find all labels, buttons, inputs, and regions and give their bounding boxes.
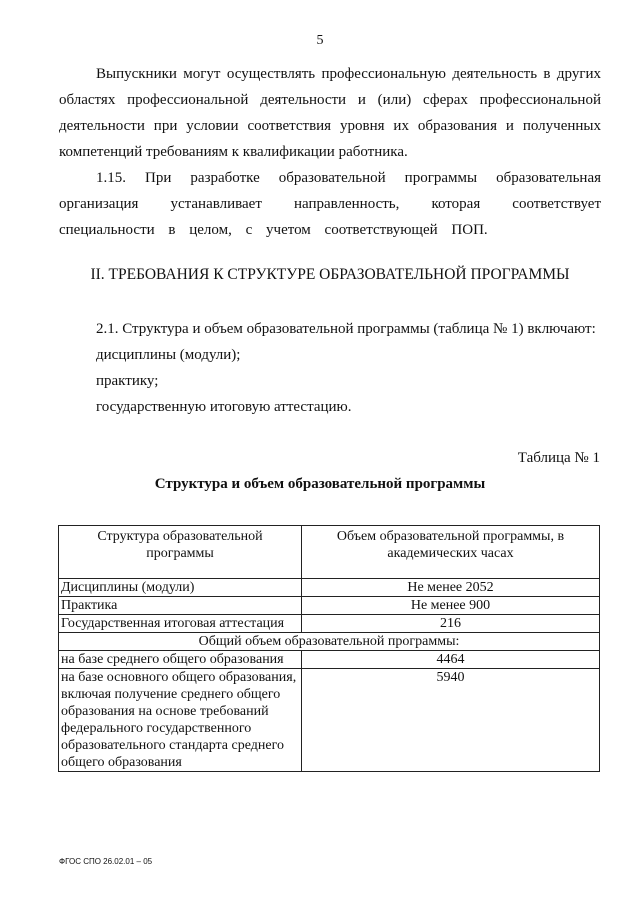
- row-value: 4464: [302, 651, 600, 669]
- table-header-row: [59, 526, 600, 579]
- paragraph-graduates: Выпускники могут осуществлять профессиональную деятельность в других областях профессиональной деятельности и (или) сферах профессиональной деятельности при условии соответствия уровня их образования и полученных компетенций требованиям к квалификации работника.: [59, 66, 601, 160]
- footer-code: ФГОС СПО 26.02.01 – 05: [59, 857, 153, 866]
- list-item: практику;: [96, 373, 159, 389]
- section-heading: II. ТРЕБОВАНИЯ К СТРУКТУРЕ ОБРАЗОВАТЕЛЬНОЙ ПРОГРАММЫ: [90, 266, 570, 283]
- header-structure: Структура образовательной программы: [59, 526, 302, 579]
- row-value: Не менее 900: [302, 597, 600, 615]
- page-number: 5: [316, 33, 324, 48]
- list-item: государственную итоговую аттестацию.: [96, 399, 352, 415]
- row-label: Дисциплины (модули): [59, 579, 302, 597]
- header-volume: Объем образовательной программы, в академических часах: [302, 526, 600, 579]
- row-label: Практика: [59, 597, 302, 615]
- table-row: [59, 597, 600, 615]
- row-value: Не менее 2052: [302, 579, 600, 597]
- table-row: [59, 579, 600, 597]
- table-row: [59, 615, 600, 633]
- paragraph-1-15: 1.15. При разработке образовательной программы образовательная организация устанавливает направленность, которая соответствует специальности в целом, с учетом соответствующей ПОП.: [59, 170, 601, 238]
- row-label: на базе среднего общего образования: [59, 651, 302, 669]
- row-value: 216: [302, 615, 600, 633]
- table-caption: Таблица № 1: [517, 450, 600, 466]
- table-row: [59, 669, 600, 772]
- table-total-row: [59, 633, 600, 651]
- program-structure-table: [58, 525, 600, 772]
- table-title: Структура и объем образовательной программы: [154, 476, 486, 492]
- row-value: 5940: [302, 669, 600, 772]
- row-label: Государственная итоговая аттестация: [59, 615, 302, 633]
- total-label: Общий объем образовательной программы:: [59, 633, 600, 651]
- row-label: на базе основного общего образования, включая получение среднего общего образования на основе требований федерального государственного образовательного стандарта среднего общего образования: [59, 669, 302, 772]
- table-row: [59, 651, 600, 669]
- item-intro: 2.1. Структура и объем образовательной программы (таблица № 1) включают:: [96, 321, 596, 337]
- list-item: дисциплины (модули);: [96, 347, 241, 363]
